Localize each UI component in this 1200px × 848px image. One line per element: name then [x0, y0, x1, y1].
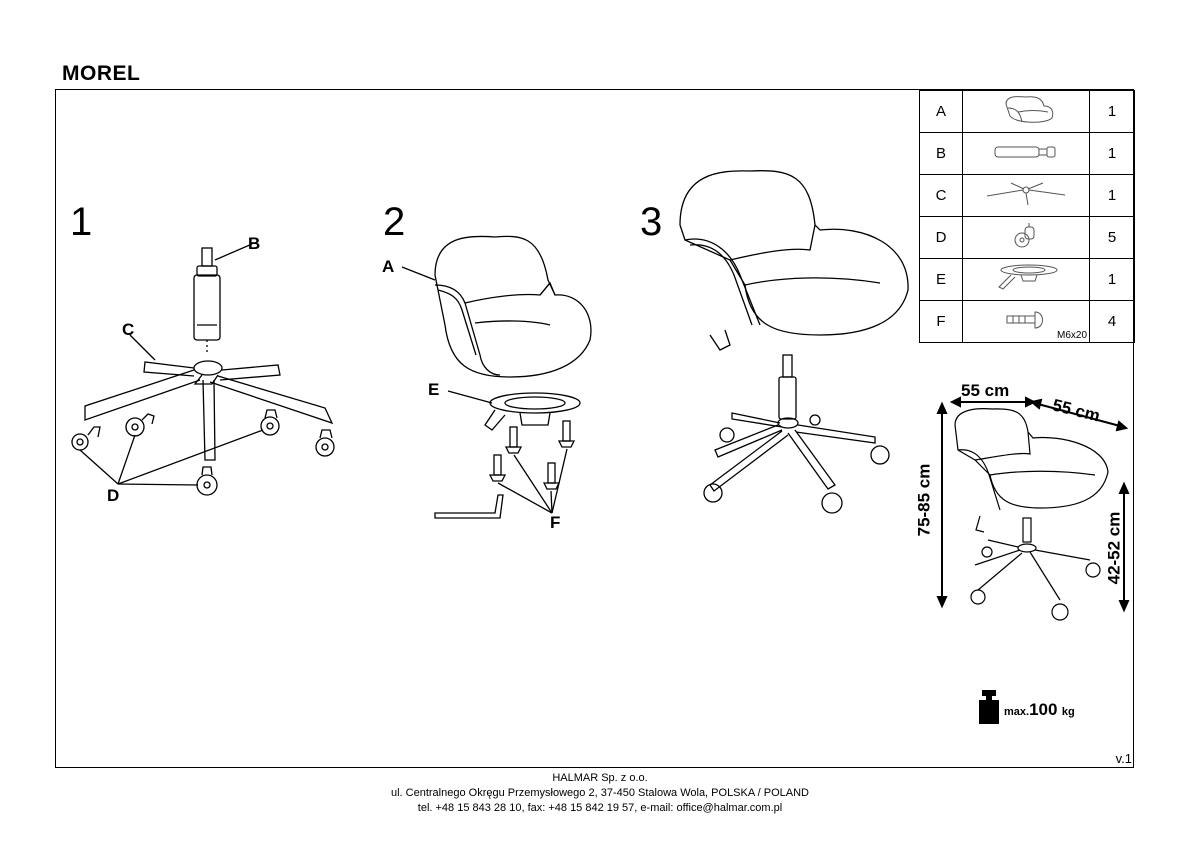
part-letter: D — [920, 217, 963, 259]
mechanism-plate-icon — [963, 259, 1090, 301]
bolt-icon — [963, 301, 1090, 343]
label-c: C — [122, 320, 135, 339]
dimension-seat-height: 42-52 cm — [1104, 511, 1124, 585]
part-letter: E — [920, 259, 963, 301]
footer-contact: tel. +48 15 843 28 10, fax: +48 15 842 19 57, e-mail: office@halmar.com.pl — [417, 802, 783, 814]
part-letter: C — [920, 175, 963, 217]
part-qty: 5 — [1090, 217, 1135, 259]
caster-1 — [72, 427, 100, 450]
max-load-unit: kg — [1061, 706, 1075, 718]
weight-icon — [977, 690, 1001, 724]
caster-4 — [316, 430, 334, 456]
dimension-depth: 55 cm — [1050, 395, 1102, 426]
label-d: D — [107, 486, 120, 505]
parts-row — [920, 259, 1135, 301]
caster-3 — [261, 410, 279, 435]
bolt-size-label: M6x20 — [1056, 330, 1087, 341]
step-number-3: 3 — [640, 200, 663, 244]
label-f: F — [550, 513, 561, 532]
max-load-prefix: max. — [1004, 706, 1030, 718]
seat-shell — [435, 236, 591, 377]
part-letter: A — [920, 91, 963, 133]
assembled-seat — [680, 171, 908, 335]
caster-icon — [963, 217, 1090, 259]
gas-lift-cylinder — [194, 275, 220, 340]
dimension-width: 55 cm — [961, 381, 1010, 400]
part-qty: 1 — [1090, 175, 1135, 217]
step2-illustration — [380, 225, 610, 535]
page-title: MOREL — [62, 62, 141, 85]
version-label: v.1 — [1115, 751, 1132, 766]
seat-icon — [963, 91, 1090, 133]
bolts — [490, 421, 574, 489]
parts-row — [920, 133, 1135, 175]
lever — [710, 330, 730, 350]
caster-2 — [126, 414, 154, 436]
parts-table — [919, 90, 1135, 343]
parts-row — [920, 301, 1135, 343]
dimension-illustration — [930, 390, 1130, 640]
label-a: A — [382, 257, 395, 276]
part-qty: 1 — [1090, 91, 1135, 133]
part-qty: 1 — [1090, 133, 1135, 175]
mechanism-plate — [490, 393, 580, 413]
dimension-height: 75-85 cm — [914, 463, 934, 537]
label-e: E — [428, 380, 440, 399]
parts-row — [920, 175, 1135, 217]
max-load-value: 100 — [1029, 700, 1058, 719]
step-number-1: 1 — [70, 200, 93, 244]
part-qty: 1 — [1090, 259, 1135, 301]
caster-5 — [197, 467, 217, 495]
gas-lift-icon — [963, 133, 1090, 175]
part-qty: 4 — [1090, 301, 1135, 343]
parts-row — [920, 217, 1135, 259]
star-base-icon — [963, 175, 1090, 217]
label-b: B — [248, 234, 261, 253]
part-letter: F — [920, 301, 963, 343]
gas-lift-pin — [202, 248, 212, 266]
allen-key — [435, 495, 503, 518]
footer-company: HALMAR Sp. z o.o. — [552, 772, 648, 784]
parts-row — [920, 91, 1135, 133]
step-number-2: 2 — [383, 200, 406, 244]
footer-address: ul. Centralnego Okręgu Przemysłowego 2, 37-450 Stalowa Wola, POLSKA / POLAND — [390, 787, 809, 799]
part-letter: B — [920, 133, 963, 175]
step3-illustration — [670, 165, 910, 535]
